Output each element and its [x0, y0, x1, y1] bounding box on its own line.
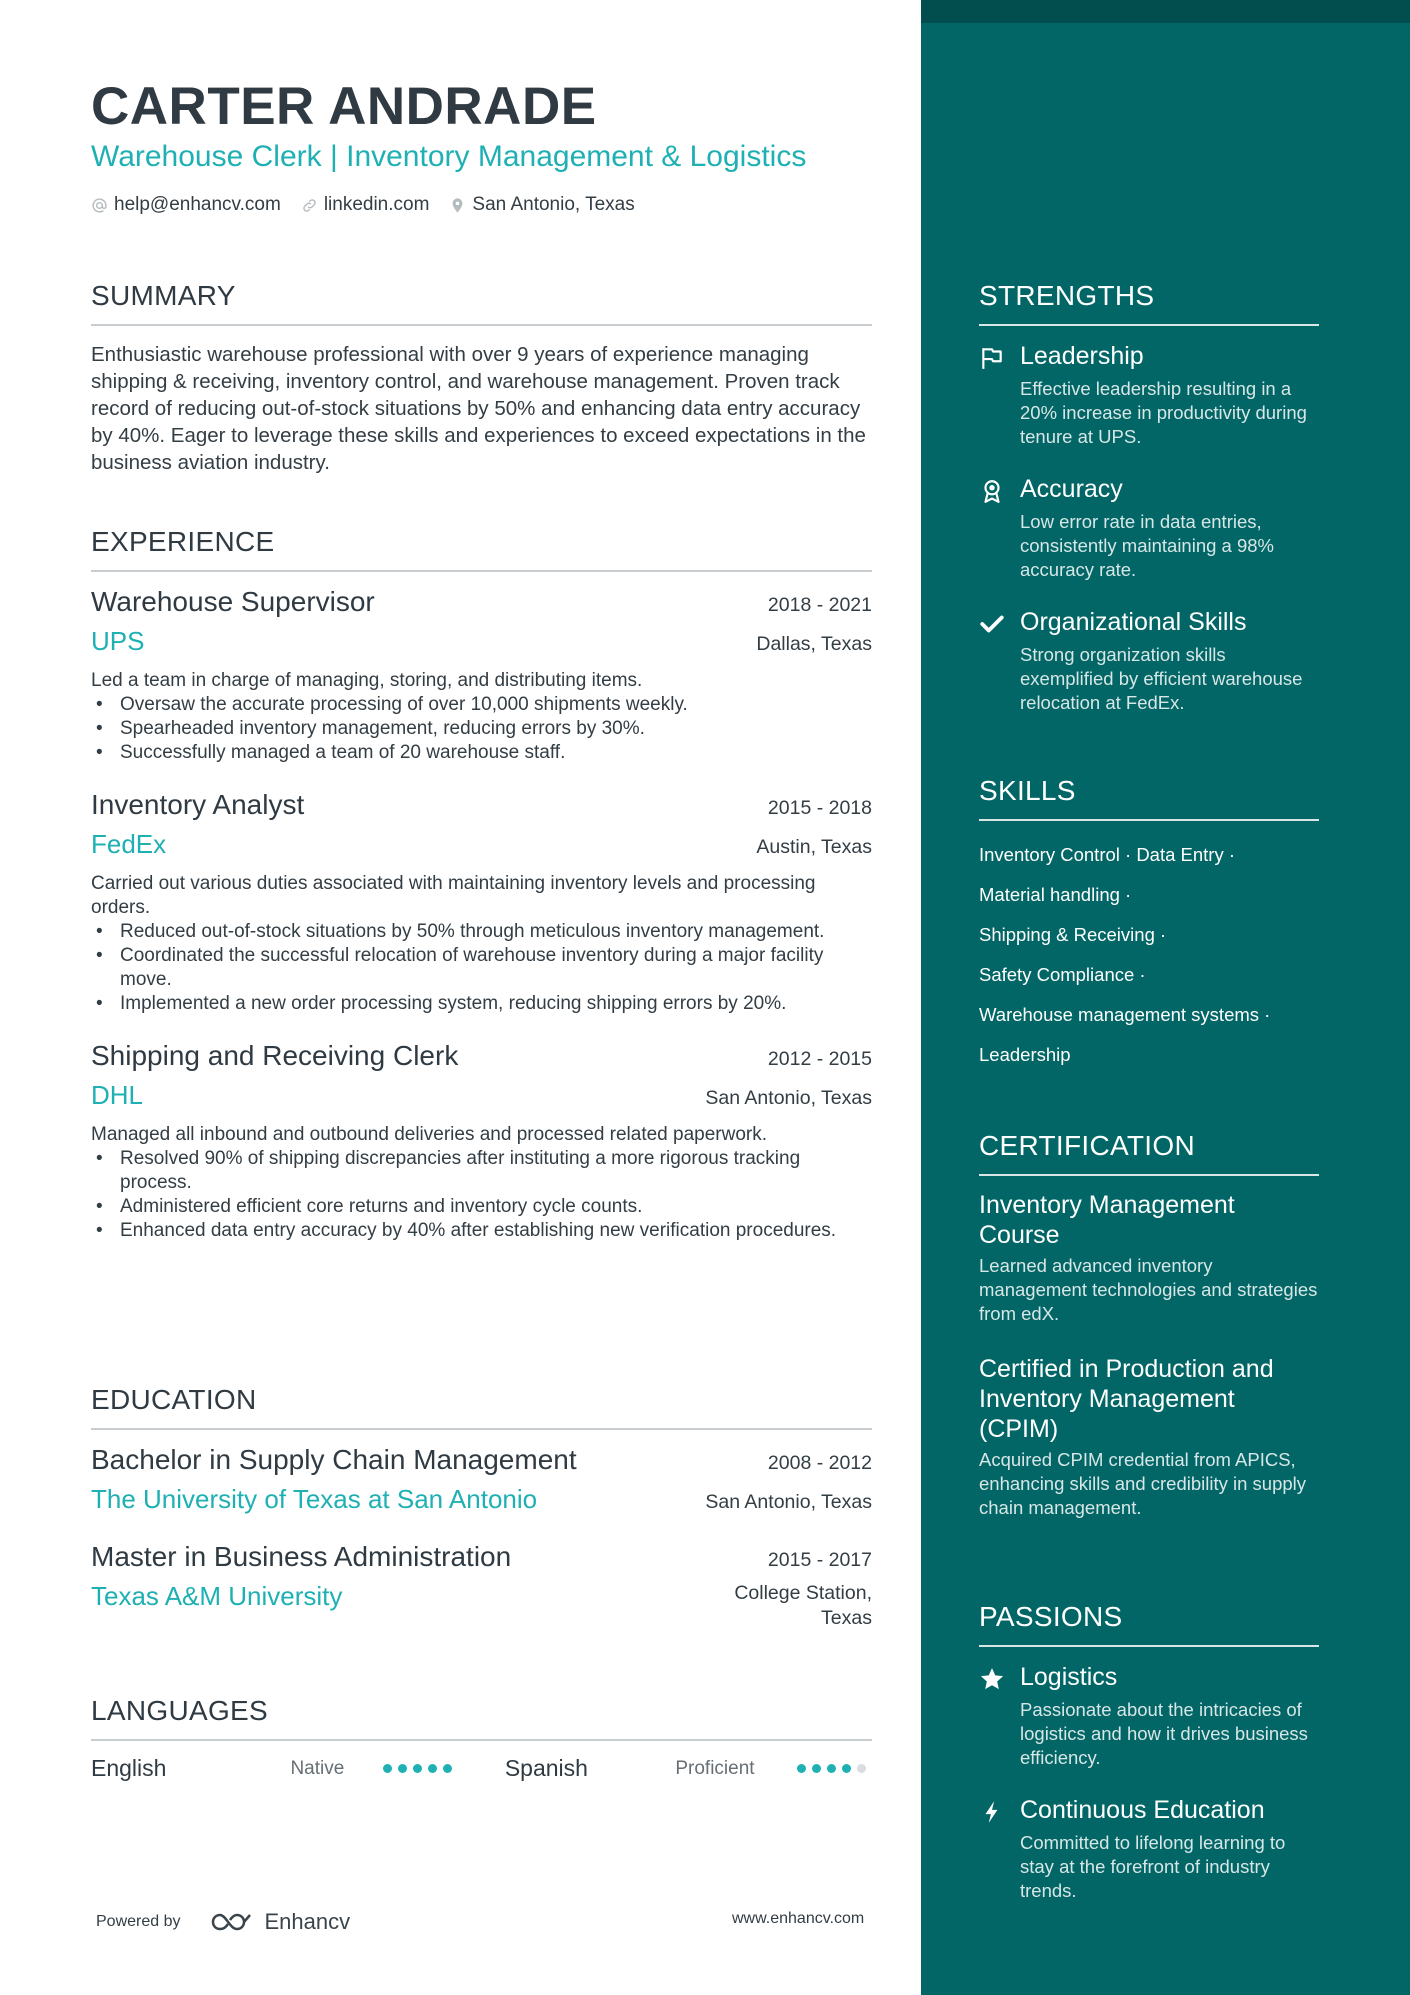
- language-level: Proficient: [675, 1757, 755, 1779]
- summary-text: Enthusiastic warehouse professional with over 9 years of experience managing shipping & receiving, inventory control, and warehouse management. Proven track record of reducing out-of-stock situations by 50% and enhancing data entry accuracy by 40%. Eager to leverage these skills and experiences to exceed expectations in the business aviation industry.: [91, 343, 866, 474]
- school-name: The University of Texas at San Antonio: [91, 1484, 538, 1514]
- job-location: Austin, Texas: [756, 836, 872, 858]
- strength-description: Low error rate in data entries, consistently maintaining a 98% accuracy rate.: [1020, 511, 1275, 580]
- job-dates: 2012 - 2015: [767, 1048, 872, 1070]
- strengths-title: STRENGTHS: [979, 280, 1319, 326]
- school-name: Texas A&M University: [91, 1581, 343, 1611]
- linkedin-text: linkedin.com: [323, 194, 430, 215]
- skills-section: [979, 775, 1319, 1075]
- job-bullets: [91, 920, 872, 1016]
- award-icon: [979, 478, 1005, 504]
- proficiency-dot-filled: [827, 1764, 836, 1773]
- skill-line: Shipping & Receiving ·: [979, 924, 1167, 945]
- job-location: San Antonio, Texas: [705, 1087, 872, 1109]
- passions-section: [979, 1601, 1319, 1903]
- bullet-item: • Oversaw the accurate processing of over 10,000 shipments weekly.: [91, 693, 872, 717]
- passion-item: [979, 1796, 1319, 1903]
- bullet-item: • Coordinated the successful relocation of warehouse inventory during a major facility move.: [91, 944, 872, 992]
- certification-title: CERTIFICATION: [979, 1130, 1319, 1176]
- proficiency-dot-filled: [842, 1764, 851, 1773]
- at-icon: [91, 197, 108, 214]
- summary-title: SUMMARY: [91, 280, 872, 326]
- proficiency-dot-filled: [413, 1764, 422, 1773]
- headline: Warehouse Clerk | Inventory Management & Logistics: [91, 140, 807, 173]
- strengths-section: [979, 280, 1319, 715]
- footer-website[interactable]: www.enhancv.com: [732, 1910, 865, 1927]
- candidate-name: CARTER ANDRADE: [91, 77, 597, 136]
- brand-text: Enhancv: [264, 1909, 351, 1934]
- contact-location: [449, 194, 634, 216]
- job-title: Shipping and Receiving Clerk: [91, 1040, 459, 1071]
- job-location: Dallas, Texas: [756, 633, 872, 655]
- sidebar-top-band: [921, 0, 1410, 23]
- skill-line: Warehouse management systems ·: [979, 1004, 1271, 1025]
- email-text: help@enhancv.com: [114, 194, 281, 215]
- proficiency-dot-filled: [812, 1764, 821, 1773]
- job-bullets: [91, 693, 872, 765]
- strength-item: [979, 608, 1319, 715]
- strength-item: [979, 342, 1319, 449]
- skills-title: SKILLS: [979, 775, 1319, 821]
- strength-title: Accuracy: [1020, 475, 1123, 503]
- job-description: Managed all inbound and outbound deliveries and processed related paperwork.: [91, 1124, 768, 1145]
- strength-title: Organizational Skills: [1020, 608, 1247, 636]
- proficiency-dot-filled: [428, 1764, 437, 1773]
- proficiency-dot-filled: [443, 1764, 452, 1773]
- certification-item: [979, 1354, 1319, 1520]
- passion-title: Logistics: [1020, 1663, 1118, 1691]
- strength-description: Strong organization skills exemplified by efficient warehouse relocation at FedEx.: [1020, 644, 1303, 713]
- contact-bar: [91, 194, 655, 216]
- languages-title: LANGUAGES: [91, 1695, 872, 1741]
- bullet-item: • Spearheaded inventory management, reducing errors by 30%.: [91, 717, 872, 741]
- education-title: EDUCATION: [91, 1384, 872, 1430]
- proficiency-dot-filled: [398, 1764, 407, 1773]
- certification-name: Inventory Management Course: [979, 1191, 1235, 1249]
- passion-item: [979, 1663, 1319, 1770]
- powered-by-text: Powered by: [96, 1913, 181, 1930]
- passion-title: Continuous Education: [1020, 1796, 1265, 1824]
- education-dates: 2015 - 2017: [767, 1549, 872, 1571]
- check-icon: [979, 611, 1005, 637]
- job-title: Inventory Analyst: [91, 789, 305, 820]
- language-name: Spanish: [504, 1755, 588, 1781]
- skills-list: [979, 835, 1319, 1075]
- job-description: Led a team in charge of managing, storing, and distributing items.: [91, 670, 643, 691]
- summary-section: [91, 280, 872, 476]
- flag-icon: [979, 345, 1005, 371]
- strength-item: [979, 475, 1319, 582]
- job-entry: [91, 586, 872, 765]
- certification-section: [979, 1130, 1319, 1520]
- skill-line: Material handling ·: [979, 884, 1132, 905]
- degree-title: Master in Business Administration: [91, 1541, 512, 1572]
- language-name: English: [91, 1755, 167, 1781]
- proficiency-dot-filled: [797, 1764, 806, 1773]
- school-location: College Station, Texas: [734, 1582, 872, 1629]
- location-pin-icon: [449, 197, 466, 214]
- languages-section: [91, 1695, 872, 1782]
- bullet-item: • Implemented a new order processing system, reducing shipping errors by 20%.: [91, 992, 872, 1016]
- education-dates: 2008 - 2012: [767, 1452, 872, 1474]
- language-proficiency-dots: [797, 1764, 872, 1773]
- skill-line: Leadership: [979, 1044, 1071, 1065]
- bullet-item: • Administered efficient core returns and inventory cycle counts.: [91, 1195, 872, 1219]
- contact-email[interactable]: [91, 194, 281, 216]
- passions-title: PASSIONS: [979, 1601, 1319, 1647]
- passion-description: Passionate about the intricacies of logistics and how it drives business efficiency.: [1020, 1699, 1308, 1768]
- job-company: UPS: [91, 626, 145, 656]
- proficiency-dot-empty: [857, 1764, 866, 1773]
- lightning-icon: [979, 1799, 1005, 1825]
- job-entry: [91, 1040, 872, 1243]
- job-dates: 2018 - 2021: [767, 594, 872, 616]
- job-bullets: [91, 1147, 872, 1243]
- school-location: San Antonio, Texas: [705, 1491, 872, 1513]
- skill-line: Safety Compliance ·: [979, 964, 1146, 985]
- skill-line: Inventory Control · Data Entry ·: [979, 844, 1236, 865]
- job-entry: [91, 789, 872, 1016]
- job-company: DHL: [91, 1080, 144, 1110]
- experience-section: [91, 526, 872, 1243]
- language-level: Native: [290, 1757, 345, 1779]
- language-proficiency-dots: [383, 1764, 505, 1773]
- degree-title: Bachelor in Supply Chain Management: [91, 1444, 577, 1475]
- footer-branding: [96, 1909, 350, 1935]
- education-section: [91, 1384, 872, 1631]
- bullet-item: • Enhanced data entry accuracy by 40% after establishing new verification procedures.: [91, 1219, 872, 1243]
- enhancv-logo[interactable]: [207, 1909, 351, 1935]
- job-dates: 2015 - 2018: [767, 797, 872, 819]
- bullet-item: • Successfully managed a team of 20 warehouse staff.: [91, 741, 872, 765]
- job-description: Carried out various duties associated with maintaining inventory levels and processing orders.: [91, 873, 816, 918]
- passion-description: Committed to lifelong learning to stay at the forefront of industry trends.: [1020, 1832, 1286, 1901]
- star-icon: [979, 1666, 1005, 1692]
- location-text: San Antonio, Texas: [472, 194, 635, 215]
- languages-row: [91, 1755, 872, 1782]
- certification-name: Certified in Production and Inventory Management (CPIM): [979, 1355, 1274, 1443]
- certification-item: [979, 1190, 1319, 1326]
- strength-description: Effective leadership resulting in a 20% increase in productivity during tenure at UPS.: [1020, 378, 1307, 447]
- certification-description: Acquired CPIM credential from APICS, enhancing skills and credibility in supply chain management.: [979, 1449, 1307, 1518]
- education-entry: [91, 1541, 872, 1631]
- infinity-logo-icon: [207, 1910, 255, 1934]
- sidebar: [921, 0, 1410, 1995]
- job-title: Warehouse Supervisor: [91, 586, 375, 617]
- bullet-item: • Reduced out-of-stock situations by 50% through meticulous inventory management.: [91, 920, 872, 944]
- proficiency-dot-filled: [383, 1764, 392, 1773]
- experience-title: EXPERIENCE: [91, 526, 872, 572]
- certification-description: Learned advanced inventory management technologies and strategies from edX.: [979, 1255, 1318, 1324]
- contact-linkedin[interactable]: [301, 194, 430, 216]
- bullet-item: • Resolved 90% of shipping discrepancies after instituting a more rigorous tracking process.: [91, 1147, 872, 1195]
- strength-title: Leadership: [1020, 342, 1144, 370]
- job-company: FedEx: [91, 829, 167, 859]
- link-icon: [301, 197, 318, 214]
- education-entry: [91, 1444, 872, 1515]
